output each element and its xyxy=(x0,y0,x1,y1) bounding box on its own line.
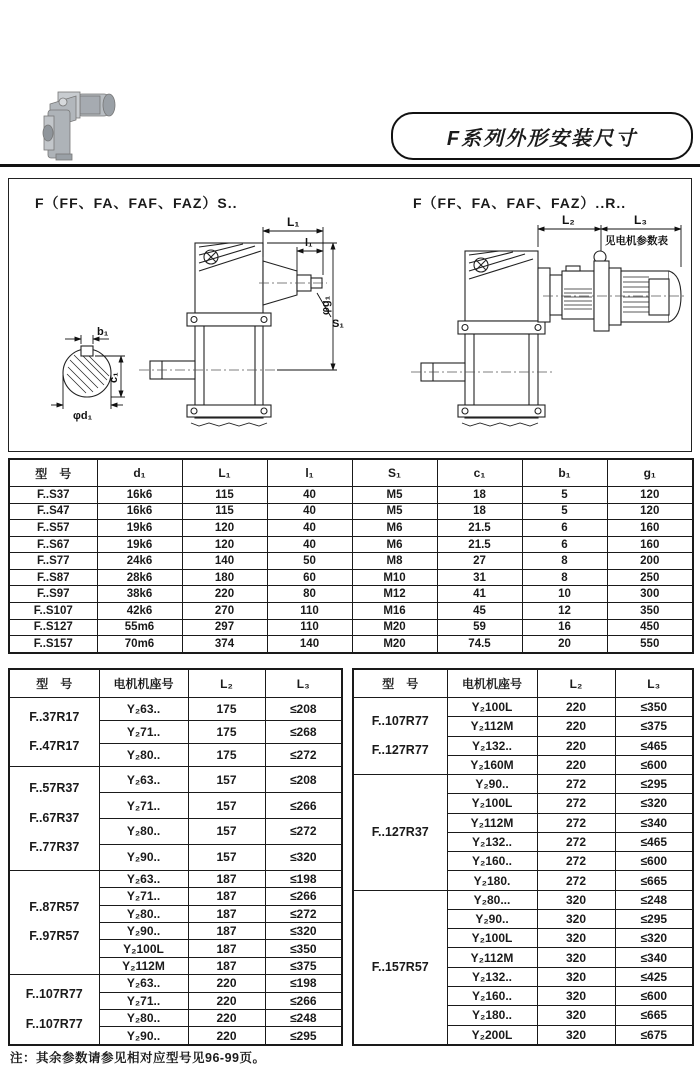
table-cell: 272 xyxy=(537,813,615,832)
table-cell: 16 xyxy=(522,619,607,636)
table-cell: 157 xyxy=(188,819,265,845)
table-cell: 74.5 xyxy=(437,636,522,653)
header-row xyxy=(9,459,693,487)
table-cell: 320 xyxy=(537,948,615,967)
table-cell: 140 xyxy=(182,553,267,570)
table-cell: 187 xyxy=(188,870,265,887)
table-cell: ≤425 xyxy=(615,967,693,986)
model-cell: F..S97 xyxy=(9,586,97,603)
table-row xyxy=(353,698,693,717)
table-cell: 42k6 xyxy=(97,603,182,620)
table-cell: 40 xyxy=(267,487,352,504)
model-cell: F..87R57 F..97R57 xyxy=(9,870,99,974)
table-cell: ≤268 xyxy=(265,721,342,744)
table-cell: 120 xyxy=(607,487,693,504)
table-cell: ≤198 xyxy=(265,975,342,992)
table-cell: 272 xyxy=(537,794,615,813)
table-cell: 59 xyxy=(437,619,522,636)
table-cell: ≤266 xyxy=(265,888,342,905)
table-cell: 20 xyxy=(522,636,607,653)
table-cell: ≤465 xyxy=(615,736,693,755)
table-cell: 220 xyxy=(188,1010,265,1027)
table-cell: ≤272 xyxy=(265,819,342,845)
column-header-L2: L₂ xyxy=(537,669,615,698)
table-cell: ≤272 xyxy=(265,744,342,767)
table-cell: ≤320 xyxy=(265,922,342,939)
diagram-title-motor-version: F（FF、FA、FAF、FAZ）..R.. xyxy=(413,195,627,211)
table-cell: ≤208 xyxy=(265,698,342,721)
table-cell: ≤375 xyxy=(265,957,342,974)
table-row xyxy=(9,636,693,653)
table-cell: 187 xyxy=(188,922,265,939)
model-cell: F..127R37 xyxy=(353,775,447,891)
column-header-L1: L₁ xyxy=(182,459,267,487)
table-cell: 110 xyxy=(267,603,352,620)
table-cell: ≤248 xyxy=(615,890,693,909)
table-cell: 450 xyxy=(607,619,693,636)
table-cell: Y₂71.. xyxy=(99,992,188,1009)
column-header-L3: L₃ xyxy=(615,669,693,698)
table-cell: 160 xyxy=(607,536,693,553)
table-cell: Y₂71.. xyxy=(99,888,188,905)
model-cell: F..S157 xyxy=(9,636,97,653)
table-cell: 297 xyxy=(182,619,267,636)
table-cell: ≤600 xyxy=(615,852,693,871)
table-cell: 160 xyxy=(607,520,693,537)
table-cell: 55m6 xyxy=(97,619,182,636)
table-cell: ≤295 xyxy=(265,1027,342,1045)
table-cell: Y₂100L xyxy=(447,929,537,948)
table-cell: M10 xyxy=(352,569,437,586)
column-header-motor-frame: 电机机座号 xyxy=(447,669,537,698)
table-cell: M6 xyxy=(352,520,437,537)
table-cell: ≤675 xyxy=(615,1025,693,1045)
table-cell: ≤248 xyxy=(265,1010,342,1027)
column-header-model: 型 号 xyxy=(353,669,447,698)
table-cell: Y₂160.. xyxy=(447,986,537,1005)
table-cell: Y₂132.. xyxy=(447,736,537,755)
table-row xyxy=(353,890,693,909)
table-cell: 320 xyxy=(537,890,615,909)
dimensions-table xyxy=(8,458,694,654)
table-cell: M20 xyxy=(352,636,437,653)
dim-label-L2: L₂ xyxy=(562,213,575,227)
table-cell: 250 xyxy=(607,569,693,586)
table-cell: 220 xyxy=(182,586,267,603)
model-cell: F..S67 xyxy=(9,536,97,553)
table-cell: Y₂90.. xyxy=(447,909,537,928)
table-cell: 19k6 xyxy=(97,536,182,553)
table-cell: Y₂90.. xyxy=(99,922,188,939)
table-cell: Y₂80.. xyxy=(99,744,188,767)
table-cell: Y₂200L xyxy=(447,1025,537,1045)
column-header-S1: S₁ xyxy=(352,459,437,487)
table-cell: 157 xyxy=(188,793,265,819)
table-cell: Y₂112M xyxy=(447,948,537,967)
table-cell: 175 xyxy=(188,721,265,744)
model-cell: F..S37 xyxy=(9,487,97,504)
table-cell: 5 xyxy=(522,503,607,520)
table-cell: Y₂160M xyxy=(447,755,537,774)
table-cell: 350 xyxy=(607,603,693,620)
header-divider xyxy=(0,164,700,167)
column-header-c1: c₁ xyxy=(437,459,522,487)
table-cell: 180 xyxy=(182,569,267,586)
column-header-model: 型 号 xyxy=(9,459,97,487)
table-cell: 187 xyxy=(188,905,265,922)
model-cell: F..S47 xyxy=(9,503,97,520)
table-cell: 21.5 xyxy=(437,520,522,537)
table-cell: 187 xyxy=(188,888,265,905)
table-cell: 200 xyxy=(607,553,693,570)
table-cell: 120 xyxy=(607,503,693,520)
motor-table-right xyxy=(352,668,694,1046)
column-header-g1: g₁ xyxy=(607,459,693,487)
model-cell: F..57R37 F..67R37 F..77R37 xyxy=(9,767,99,870)
table-cell: 272 xyxy=(537,871,615,890)
table-row xyxy=(9,870,342,887)
dim-label-S1: S₁ xyxy=(332,318,344,330)
table-cell: 38k6 xyxy=(97,586,182,603)
model-cell: F..107R77 F..127R77 xyxy=(353,698,447,775)
motor-parameter-note: 见电机参数表 xyxy=(605,235,668,247)
table-cell: 70m6 xyxy=(97,636,182,653)
model-cell: F..107R77 F..107R77 xyxy=(9,975,99,1045)
table-cell: ≤600 xyxy=(615,755,693,774)
table-row xyxy=(9,503,693,520)
table-cell: Y₂100L xyxy=(99,940,188,957)
table-cell: M5 xyxy=(352,503,437,520)
table-cell: Y₂63.. xyxy=(99,870,188,887)
drawing-shaft-version xyxy=(15,213,347,445)
table-cell: 27 xyxy=(437,553,522,570)
model-cell: F..S107 xyxy=(9,603,97,620)
table-cell: 320 xyxy=(537,1006,615,1025)
dim-label-g1: φg₁ xyxy=(320,295,332,315)
table-row xyxy=(9,698,342,721)
table-cell: 8 xyxy=(522,569,607,586)
table-cell: 31 xyxy=(437,569,522,586)
table-cell: 18 xyxy=(437,487,522,504)
dim-label-L1: L₁ xyxy=(287,215,300,229)
table-cell: 320 xyxy=(537,909,615,928)
table-cell: ≤320 xyxy=(265,844,342,870)
gearmotor-photo xyxy=(36,86,120,166)
table-cell: 220 xyxy=(537,736,615,755)
table-cell: M6 xyxy=(352,536,437,553)
table-cell: Y₂80.. xyxy=(99,905,188,922)
table-cell: 320 xyxy=(537,929,615,948)
table-cell: 272 xyxy=(537,775,615,794)
table-cell: Y₂71.. xyxy=(99,793,188,819)
table-cell: M16 xyxy=(352,603,437,620)
table-cell: Y₂112M xyxy=(447,717,537,736)
table-cell: ≤320 xyxy=(615,794,693,813)
table-cell: 40 xyxy=(267,520,352,537)
table-cell: ≤665 xyxy=(615,871,693,890)
table-cell: ≤198 xyxy=(265,870,342,887)
table-cell: Y₂63.. xyxy=(99,767,188,793)
table-cell: 24k6 xyxy=(97,553,182,570)
table-row xyxy=(9,487,693,504)
table-cell: Y₂90.. xyxy=(99,1027,188,1045)
model-cell: F..157R57 xyxy=(353,890,447,1045)
drawing-motor-version xyxy=(353,213,685,445)
model-cell: F..S87 xyxy=(9,569,97,586)
table-cell: Y₂100L xyxy=(447,698,537,717)
table-cell: 18 xyxy=(437,503,522,520)
table-cell: 21.5 xyxy=(437,536,522,553)
table-row xyxy=(9,569,693,586)
table-cell: 175 xyxy=(188,744,265,767)
table-cell: ≤272 xyxy=(265,905,342,922)
table-row xyxy=(9,975,342,992)
table-cell: ≤600 xyxy=(615,986,693,1005)
column-header-L3: L₃ xyxy=(265,669,342,698)
table-cell: 12 xyxy=(522,603,607,620)
table-cell: ≤208 xyxy=(265,767,342,793)
model-cell: F..S77 xyxy=(9,553,97,570)
table-row xyxy=(353,775,693,794)
table-cell: 175 xyxy=(188,698,265,721)
table-cell: 320 xyxy=(537,986,615,1005)
table-cell: ≤266 xyxy=(265,793,342,819)
table-row xyxy=(9,586,693,603)
model-cell: F..S127 xyxy=(9,619,97,636)
table-cell: ≤375 xyxy=(615,717,693,736)
table-cell: 272 xyxy=(537,852,615,871)
column-header-l1: l₁ xyxy=(267,459,352,487)
column-header-model: 型 号 xyxy=(9,669,99,698)
header-row xyxy=(353,669,693,698)
table-cell: 50 xyxy=(267,553,352,570)
table-cell: Y₂71.. xyxy=(99,721,188,744)
table-cell: 120 xyxy=(182,520,267,537)
table-cell: ≤266 xyxy=(265,992,342,1009)
table-cell: Y₂180. xyxy=(447,871,537,890)
table-cell: 270 xyxy=(182,603,267,620)
table-cell: ≤295 xyxy=(615,909,693,928)
table-cell: Y₂100L xyxy=(447,794,537,813)
column-header-d1: d₁ xyxy=(97,459,182,487)
column-header-L2: L₂ xyxy=(188,669,265,698)
table-cell: M12 xyxy=(352,586,437,603)
table-cell: M8 xyxy=(352,553,437,570)
table-cell: Y₂132.. xyxy=(447,967,537,986)
table-cell: 220 xyxy=(188,1027,265,1045)
model-cell: F..37R17 F..47R17 xyxy=(9,698,99,767)
table-cell: 5 xyxy=(522,487,607,504)
dim-label-l1: l₁ xyxy=(305,237,313,249)
footnote: 注：其余参数请参见相对应型号见96-99页。 xyxy=(10,1051,266,1065)
header-row xyxy=(9,669,342,698)
table-cell: 140 xyxy=(267,636,352,653)
table-cell: Y₂80.. xyxy=(99,819,188,845)
table-cell: 300 xyxy=(607,586,693,603)
table-cell: 45 xyxy=(437,603,522,620)
table-cell: Y₂160.. xyxy=(447,852,537,871)
table-cell: 6 xyxy=(522,536,607,553)
table-cell: ≤665 xyxy=(615,1006,693,1025)
table-row xyxy=(9,520,693,537)
page-title xyxy=(391,112,693,160)
table-cell: Y₂80.. xyxy=(99,1010,188,1027)
table-cell: ≤350 xyxy=(265,940,342,957)
table-cell: Y₂180.. xyxy=(447,1006,537,1025)
table-cell: 60 xyxy=(267,569,352,586)
table-cell: ≤340 xyxy=(615,813,693,832)
table-cell: 115 xyxy=(182,503,267,520)
table-cell: 157 xyxy=(188,844,265,870)
table-cell: 16k6 xyxy=(97,487,182,504)
table-cell: Y₂112M xyxy=(447,813,537,832)
table-cell: 320 xyxy=(537,1025,615,1045)
table-cell: Y₂132.. xyxy=(447,832,537,851)
table-cell: 374 xyxy=(182,636,267,653)
table-cell: 40 xyxy=(267,503,352,520)
table-cell: Y₂63.. xyxy=(99,698,188,721)
column-header-b1: b₁ xyxy=(522,459,607,487)
table-cell: ≤295 xyxy=(615,775,693,794)
motor-table-left xyxy=(8,668,343,1046)
dim-label-b1: b₁ xyxy=(97,326,109,338)
table-row xyxy=(9,603,693,620)
table-cell: 157 xyxy=(188,767,265,793)
table-cell: 19k6 xyxy=(97,520,182,537)
table-cell: Y₂80... xyxy=(447,890,537,909)
dim-label-d1: φd₁ xyxy=(73,410,93,422)
table-cell: Y₂63.. xyxy=(99,975,188,992)
table-cell: ≤465 xyxy=(615,832,693,851)
table-cell: M5 xyxy=(352,487,437,504)
table-cell: ≤320 xyxy=(615,929,693,948)
table-cell: 10 xyxy=(522,586,607,603)
diagram-title-solid-shaft: F（FF、FA、FAF、FAZ）S.. xyxy=(35,195,238,211)
table-cell: 220 xyxy=(188,975,265,992)
table-cell: 110 xyxy=(267,619,352,636)
table-cell: 220 xyxy=(537,698,615,717)
table-cell: 220 xyxy=(537,755,615,774)
table-cell: 80 xyxy=(267,586,352,603)
table-row xyxy=(9,536,693,553)
table-row xyxy=(9,553,693,570)
dim-label-L3: L₃ xyxy=(634,213,647,227)
table-cell: ≤350 xyxy=(615,698,693,717)
table-cell: 187 xyxy=(188,940,265,957)
page-title-text: F系列外形安装尺寸 xyxy=(446,127,638,150)
table-row xyxy=(9,619,693,636)
table-cell: 28k6 xyxy=(97,569,182,586)
table-cell: 120 xyxy=(182,536,267,553)
table-cell: 8 xyxy=(522,553,607,570)
table-cell: Y₂112M xyxy=(99,957,188,974)
table-cell: 16k6 xyxy=(97,503,182,520)
table-cell: 187 xyxy=(188,957,265,974)
table-cell: Y₂90.. xyxy=(99,844,188,870)
table-cell: 115 xyxy=(182,487,267,504)
table-cell: 550 xyxy=(607,636,693,653)
table-cell: 40 xyxy=(267,536,352,553)
table-cell: 41 xyxy=(437,586,522,603)
table-cell: M20 xyxy=(352,619,437,636)
table-cell: ≤340 xyxy=(615,948,693,967)
table-cell: 6 xyxy=(522,520,607,537)
column-header-motor-frame: 电机机座号 xyxy=(99,669,188,698)
model-cell: F..S57 xyxy=(9,520,97,537)
table-cell: 220 xyxy=(537,717,615,736)
table-cell: Y₂90.. xyxy=(447,775,537,794)
table-cell: 220 xyxy=(188,992,265,1009)
table-row xyxy=(9,767,342,793)
diagram-panel xyxy=(8,178,692,452)
dim-label-c1: c₁ xyxy=(108,372,120,383)
table-cell: 320 xyxy=(537,967,615,986)
table-cell: 272 xyxy=(537,832,615,851)
